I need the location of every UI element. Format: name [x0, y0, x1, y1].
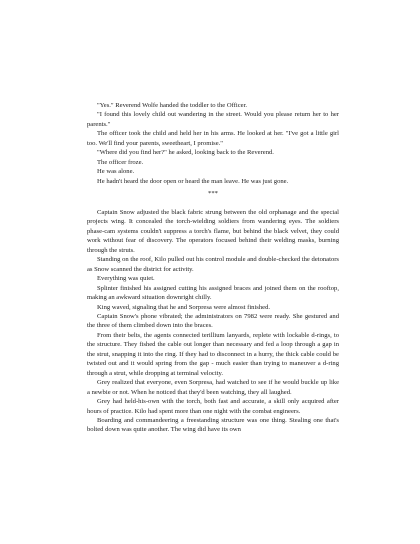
- paragraph: Grey realized that everyone, even Sorpresa, had watched to see if he would buckle up like a newbie or not. When he noticed that they'd been watching, they all laughed.: [87, 379, 339, 396]
- paragraph: "Yes." Reverend Wolfe handed the toddler to the Officer.: [97, 102, 248, 109]
- paragraph: From their belts, the agents connected terillium lanyards, replete with lockable d-rings, to the structure. They fished the cable out longer than necessary and fed a loop through a gap in the strut, snapping it into the ring. If they had to disconnect in a hurry, the thick cable could be twisted out and it would spring from the gap - much easier than trying to maneuver a d-ring through a strut, while dropping at terminal velocity.: [87, 331, 339, 377]
- section-two: [87, 208, 339, 435]
- paragraph: Boarding and commandeering a freestanding structure was one thing. Stealing one that's bolted down was quite another. The wing did have its own: [87, 416, 339, 434]
- section-separator: ***: [208, 190, 218, 197]
- paragraph: Captain Snow adjusted the black fabric strung between the old orphanage and the special projects wing. It concealed the torch-wielding soldiers from wandering eyes. The soldiers phase-cam systems couldn't suppress a torch's flame, but behind the black velvet, they could work without fear of discovery. The operators focused behind their welding masks, burning through the struts.: [87, 209, 339, 254]
- paragraph: The officer froze.: [97, 158, 144, 166]
- paragraph: Grey had held-his-own with the torch, both fast and accurate, a skill only acquired after hours of practice. Kilo had spent more than one night with the combat engineers.: [87, 398, 339, 415]
- paragraph: He hadn't heard the door open or heard the man leave. He was just gone.: [97, 177, 289, 185]
- paragraph: Splinter finished his assigned cutting his assigned braces and joined them on the rooftop, making an awkward situation downright chilly.: [87, 284, 339, 302]
- paragraph: The officer took the child and held her in his arms. He looked at her. "I've got a little girl too. We'll find your parents, sweetheart, I promise.": [87, 130, 339, 147]
- paragraph: Standing on the roof, Kilo pulled out his control module and double-checked the detonators as Snow scanned the district for activity.: [87, 256, 339, 273]
- section-one: [87, 101, 339, 186]
- paragraph: He was alone.: [97, 168, 135, 176]
- paragraph: Captain Snow's phone vibrated; the administrators on 7982 were ready. She gestured and the three of them climbed down into the braces.: [87, 312, 339, 330]
- paragraph: King waved, signaling that he and Sorpresa were almost finished.: [97, 303, 271, 311]
- paragraph: "I found this lovely child out wandering in the street. Would you please return her to her parents.": [87, 111, 339, 128]
- paragraph: "Where did you find her?" he asked, looking back to the Reverend.: [97, 149, 274, 157]
- paragraph: Everything was quiet.: [97, 275, 155, 283]
